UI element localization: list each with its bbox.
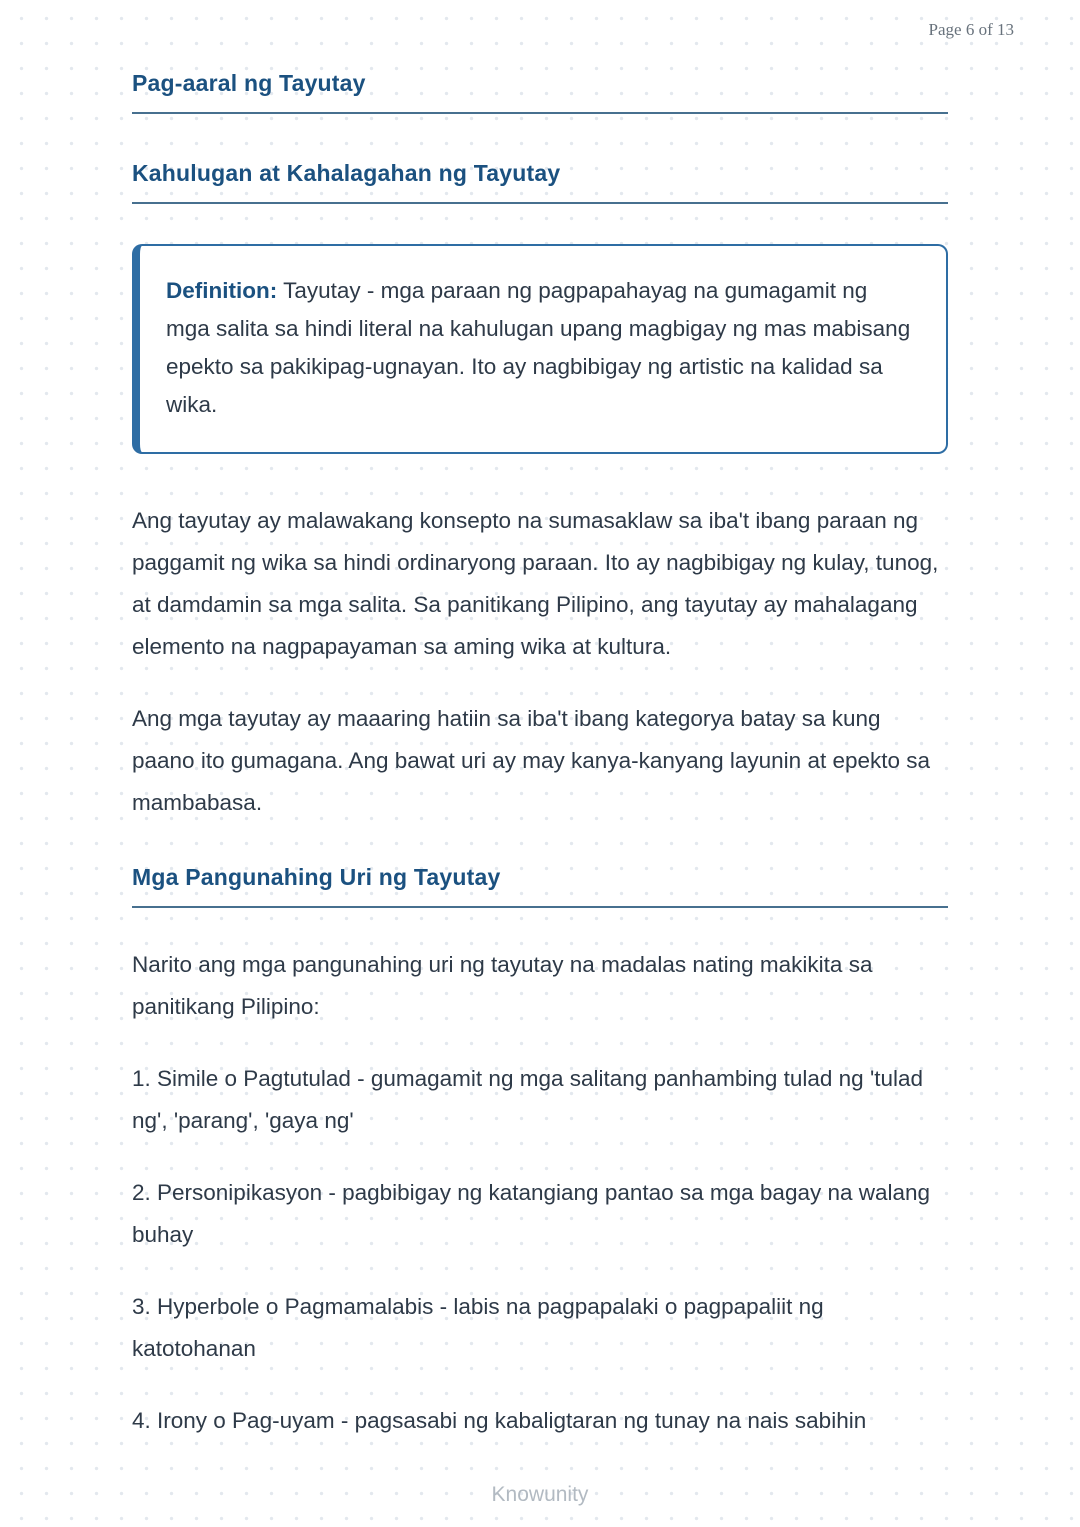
section-heading-uri: Mga Pangunahing Uri ng Tayutay [132, 864, 501, 890]
title-section [132, 0, 948, 114]
paragraph-categories: Ang mga tayutay ay maaaring hatiin sa iba't ibang kategorya batay sa kung paano ito gumagana. Ang bawat uri ay may kanya-kanyang layunin at epekto sa mambabasa. [132, 706, 931, 815]
definition-text: Tayutay - mga paraan ng pagpapahayag na gumagamit ng mga salita sa hindi literal na kahulugan upang magbigay ng mas mabisang epekto sa pakikipag-ugnayan. Ito ay nagbibigay ng artistic na kalidad sa wika. [166, 278, 911, 417]
page-title: Pag-aaral ng Tayutay [132, 70, 366, 96]
list-item-hyperbole: 3. Hyperbole o Pagmamalabis - labis na pagpapalaki o pagpapaliit ng katotohanan [132, 1294, 824, 1361]
paragraph-overview: Ang tayutay ay malawakang konsepto na sumasaklaw sa iba't ibang paraan ng paggamit ng wika sa hindi ordinaryong paraan. Ito ay nagbibigay ng kulay, tunog, at damdamin sa mga salita. Sa panitikang Pilipino, ang tayutay ay mahalagang elemento na nagpapayaman sa aming wika at kultura. [132, 508, 939, 659]
list-item-simile: 1. Simile o Pagtutulad - gumagamit ng mga salitang panhambing tulad ng 'tulad ng', 'parang', 'gaya ng' [132, 1066, 924, 1133]
list-item-irony: 4. Irony o Pag-uyam - pagsasabi ng kabaligtaran ng tunay na nais sabihin [132, 1408, 867, 1433]
section-underline [132, 202, 948, 204]
section-heading-kahulugan: Kahulugan at Kahalagahan ng Tayutay [132, 160, 561, 186]
page-indicator: Page 6 of 13 [928, 20, 1014, 39]
definition-box [132, 244, 948, 454]
tayutay-type-list [132, 1028, 948, 1442]
subsection-heading-block [132, 824, 948, 908]
paragraph-list-intro: Narito ang mga pangunahing uri ng tayutay na madalas nating makikita sa panitikang Pilipino: [132, 952, 873, 1019]
footer-brand: Knowunity [491, 1483, 589, 1506]
section-heading-block [132, 114, 948, 204]
definition-label: Definition: [166, 278, 278, 303]
list-item-personipikasyon: 2. Personipikasyon - pagbibigay ng katangiang pantao sa mga bagay na walang buhay [132, 1180, 931, 1247]
